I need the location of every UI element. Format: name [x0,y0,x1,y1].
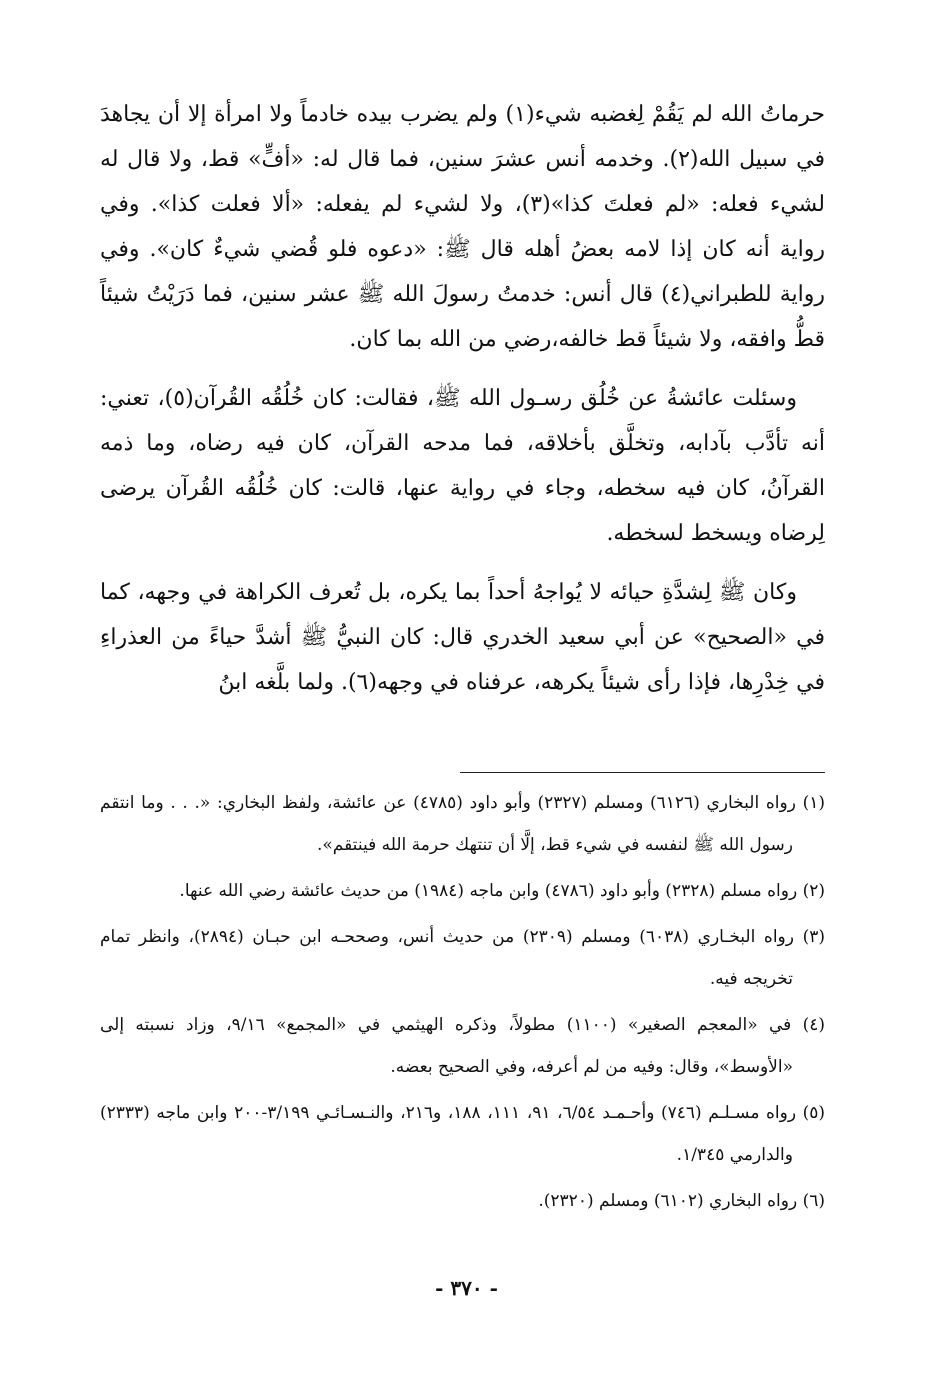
footnote-separator [460,772,825,773]
footnote-1: (١) رواه البخاري (٦١٢٦) ومسلم (٢٣٢٧) وأبو داود (٤٧٨٥) عن عائشة، ولفظ البخاري: «. . . وما انتقم رسول الله ﷺ لنفسه في شيء قط، إلَّا أن تنتهك حرمة الله فينتقم». [100,793,825,855]
footnote-3: (٣) رواه البخـاري (٦٠٣٨) ومسلم (٢٣٠٩) من حديث أنس، وصححـه ابن حبـان (٢٨٩٤)، وانظر تمام تخريجه فيه. [100,927,825,989]
paragraph-2: وسئلت عائشةُ عن خُلُق رسـول الله ﷺ، فقالت: كان خُلُقُه القُرآن(٥)، تعني: أنه تأدَّب بآدابه، وتخلَّق بأخلاقه، فما مدحه القرآن، كان فيه رضاه، وما ذمه القرآنُ، كان فيه سخطه، وجاء في رواية عنها، قالت: كان خُلُقُه القُرآن يرضى لِرضاه ويسخط لسخطه. [100,386,825,546]
paragraph-1: حرماتُ الله لم يَقُمْ لِغضبه شيء(١) ولم يضرب بيده خادماً ولا امرأة إلا أن يجاهدَ في سبيل الله(٢). وخدمه أنس عشرَ سنين، فما قال له: «أفٍّ» قط، ولا قال له لشيء فعله: «لم فعلتَ كذا»(٣)، ولا لشيء لم يفعله: «ألا فعلت كذا». وفي رواية أنه كان إذا لامه بعضُ أهله قال ﷺ: «دعوه فلو قُضي شيءٌ كان». وفي رواية للطبراني(٤) قال أنس: خدمتُ رسولَ الله ﷺ عشر سنين، فما دَرَيْتُ شيئاً قطُّ وافقه، ولا شيئاً قط خالفه،رضي من الله بما كان. [100,102,826,352]
paragraph-3: وكان ﷺ لِشدَّةِ حيائه لا يُواجهُ أحداً بما يكره، بل تُعرف الكراهة في وجهه، كما في «الصحيح» عن أبي سعيد الخدري قال: كان النبيُّ ﷺ أشدَّ حياءً من العذراءِ في خِدْرِها، فإذا رأى شيئاً يكرهه، عرفناه في وجهه(٦). ولما بلَّغه ابنُ [100,580,825,695]
footnote-5: (٥) رواه مسـلـم (٧٤٦) وأحـمـد ٦/٥٤، ٩١، ١١١، ١٨٨، و٢١٦، والنـسـائـي ٣/١٩٩-٢٠٠ وابن ماجه (٢٣٣٣) والدارمي ١/٣٤٥. [100,1103,826,1165]
footnote-6: (٦) رواه البخاري (٦١٠٢) ومسلم (٢٣٢٠). [538,1191,825,1211]
page-number: - ٣٧٠ - [435,1276,498,1300]
footnotes [100,782,825,1226]
footnote-4: (٤) في «المعجم الصغير» (١١٠٠) مطولاً، وذكره الهيثمي في «المجمع» ٩/١٦، وزاد نسبته إلى «الأوسط»، وقال: وفيه من لم أعرفه، وفي الصحيح بعضه. [100,1015,826,1077]
footnote-2: (٢) رواه مسلم (٢٣٢٨) وأبو داود (٤٧٨٦) وابن ماجه (١٩٨٤) من حديث عائشة رضي الله عنها. [179,881,825,901]
main-text [100,92,825,719]
